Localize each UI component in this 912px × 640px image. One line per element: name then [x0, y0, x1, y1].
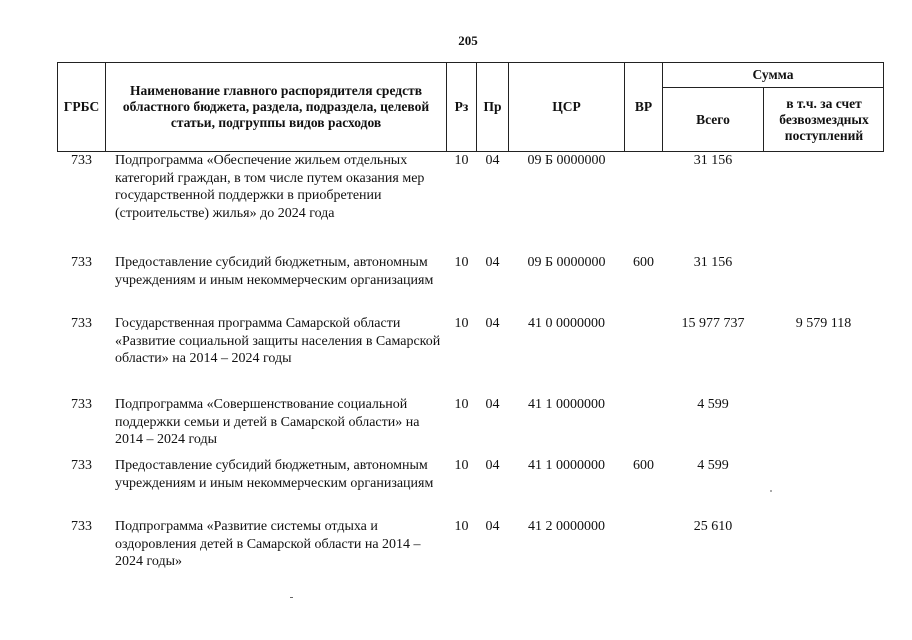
scan-speck [770, 490, 772, 492]
cell-name: Подпрограмма «Обеспечение жильем отдельных категорий граждан, в том числе путем оказания мер государственной поддержки в приобретении (строительстве) жилья» до 2024 года [115, 153, 425, 221]
cell-incl: 9 579 118 [795, 316, 852, 331]
cell-name: Предоставление субсидий бюджетным, автономным учреждениям и иным некоммерческим организациям [115, 458, 434, 491]
cell-grbs: 733 [71, 397, 92, 412]
header-divider-1 [105, 62, 106, 152]
cell-grbs: 733 [71, 316, 92, 331]
cell-vr: 600 [633, 458, 654, 473]
cell-name: Государственная программа Самарской области «Развитие социальной защиты населения в Самарской области» на 2014 – 2024 годы [115, 316, 441, 366]
header-csr: ЦСР [552, 98, 581, 114]
cell-grbs: 733 [71, 255, 92, 270]
cell-pr: 04 [485, 458, 500, 473]
header-border-right [883, 62, 884, 152]
cell-grbs: 733 [71, 153, 92, 168]
cell-pr: 04 [485, 153, 500, 168]
header-name: Наименование главного распорядителя средств областного бюджета, раздела, подраздела, целевой статьи, подгруппы видов расходов [122, 83, 430, 130]
header-rz: Рз [454, 98, 469, 114]
header-incl: в т.ч. за счет безвозмездных поступлений [779, 96, 869, 143]
cell-name: Предоставление субсидий бюджетным, автономным учреждениям и иным некоммерческим организациям [115, 255, 434, 288]
cell-csr: 09 Б 0000000 [527, 153, 606, 168]
cell-total: 4 599 [697, 397, 729, 412]
header-vr: ВР [634, 98, 653, 114]
header-pr: Пр [483, 98, 502, 114]
header-divider-7 [763, 87, 764, 152]
cell-total: 15 977 737 [681, 316, 745, 331]
cell-pr: 04 [485, 397, 500, 412]
cell-total: 4 599 [697, 458, 729, 473]
cell-grbs: 733 [71, 519, 92, 534]
cell-rz: 10 [454, 397, 469, 412]
cell-total: 31 156 [693, 153, 733, 168]
header-grbs: ГРБС [63, 98, 100, 114]
header-total: Всего [696, 111, 730, 127]
cell-total: 31 156 [693, 255, 733, 270]
cell-total: 25 610 [693, 519, 733, 534]
cell-csr: 09 Б 0000000 [527, 255, 606, 270]
cell-csr: 41 2 0000000 [528, 519, 605, 534]
cell-name: Подпрограмма «Развитие системы отдыха и оздоровления детей в Самарской области на 2014 – 2024 годы» [115, 519, 421, 569]
cell-pr: 04 [485, 316, 500, 331]
page-number: 205 [458, 33, 478, 48]
cell-csr: 41 1 0000000 [528, 397, 605, 412]
cell-rz: 10 [454, 255, 469, 270]
scan-speck [290, 597, 293, 598]
cell-pr: 04 [485, 255, 500, 270]
cell-csr: 41 1 0000000 [528, 458, 605, 473]
cell-pr: 04 [485, 519, 500, 534]
cell-vr: 600 [633, 255, 654, 270]
cell-rz: 10 [454, 316, 469, 331]
header-sum: Сумма [752, 66, 794, 82]
cell-name: Подпрограмма «Совершенствование социальной поддержки семьи и детей в Самарской области» на 2014 – 2024 годы [115, 397, 420, 447]
cell-grbs: 733 [71, 458, 92, 473]
cell-rz: 10 [454, 519, 469, 534]
cell-rz: 10 [454, 458, 469, 473]
cell-csr: 41 0 0000000 [528, 316, 605, 331]
cell-rz: 10 [454, 153, 469, 168]
